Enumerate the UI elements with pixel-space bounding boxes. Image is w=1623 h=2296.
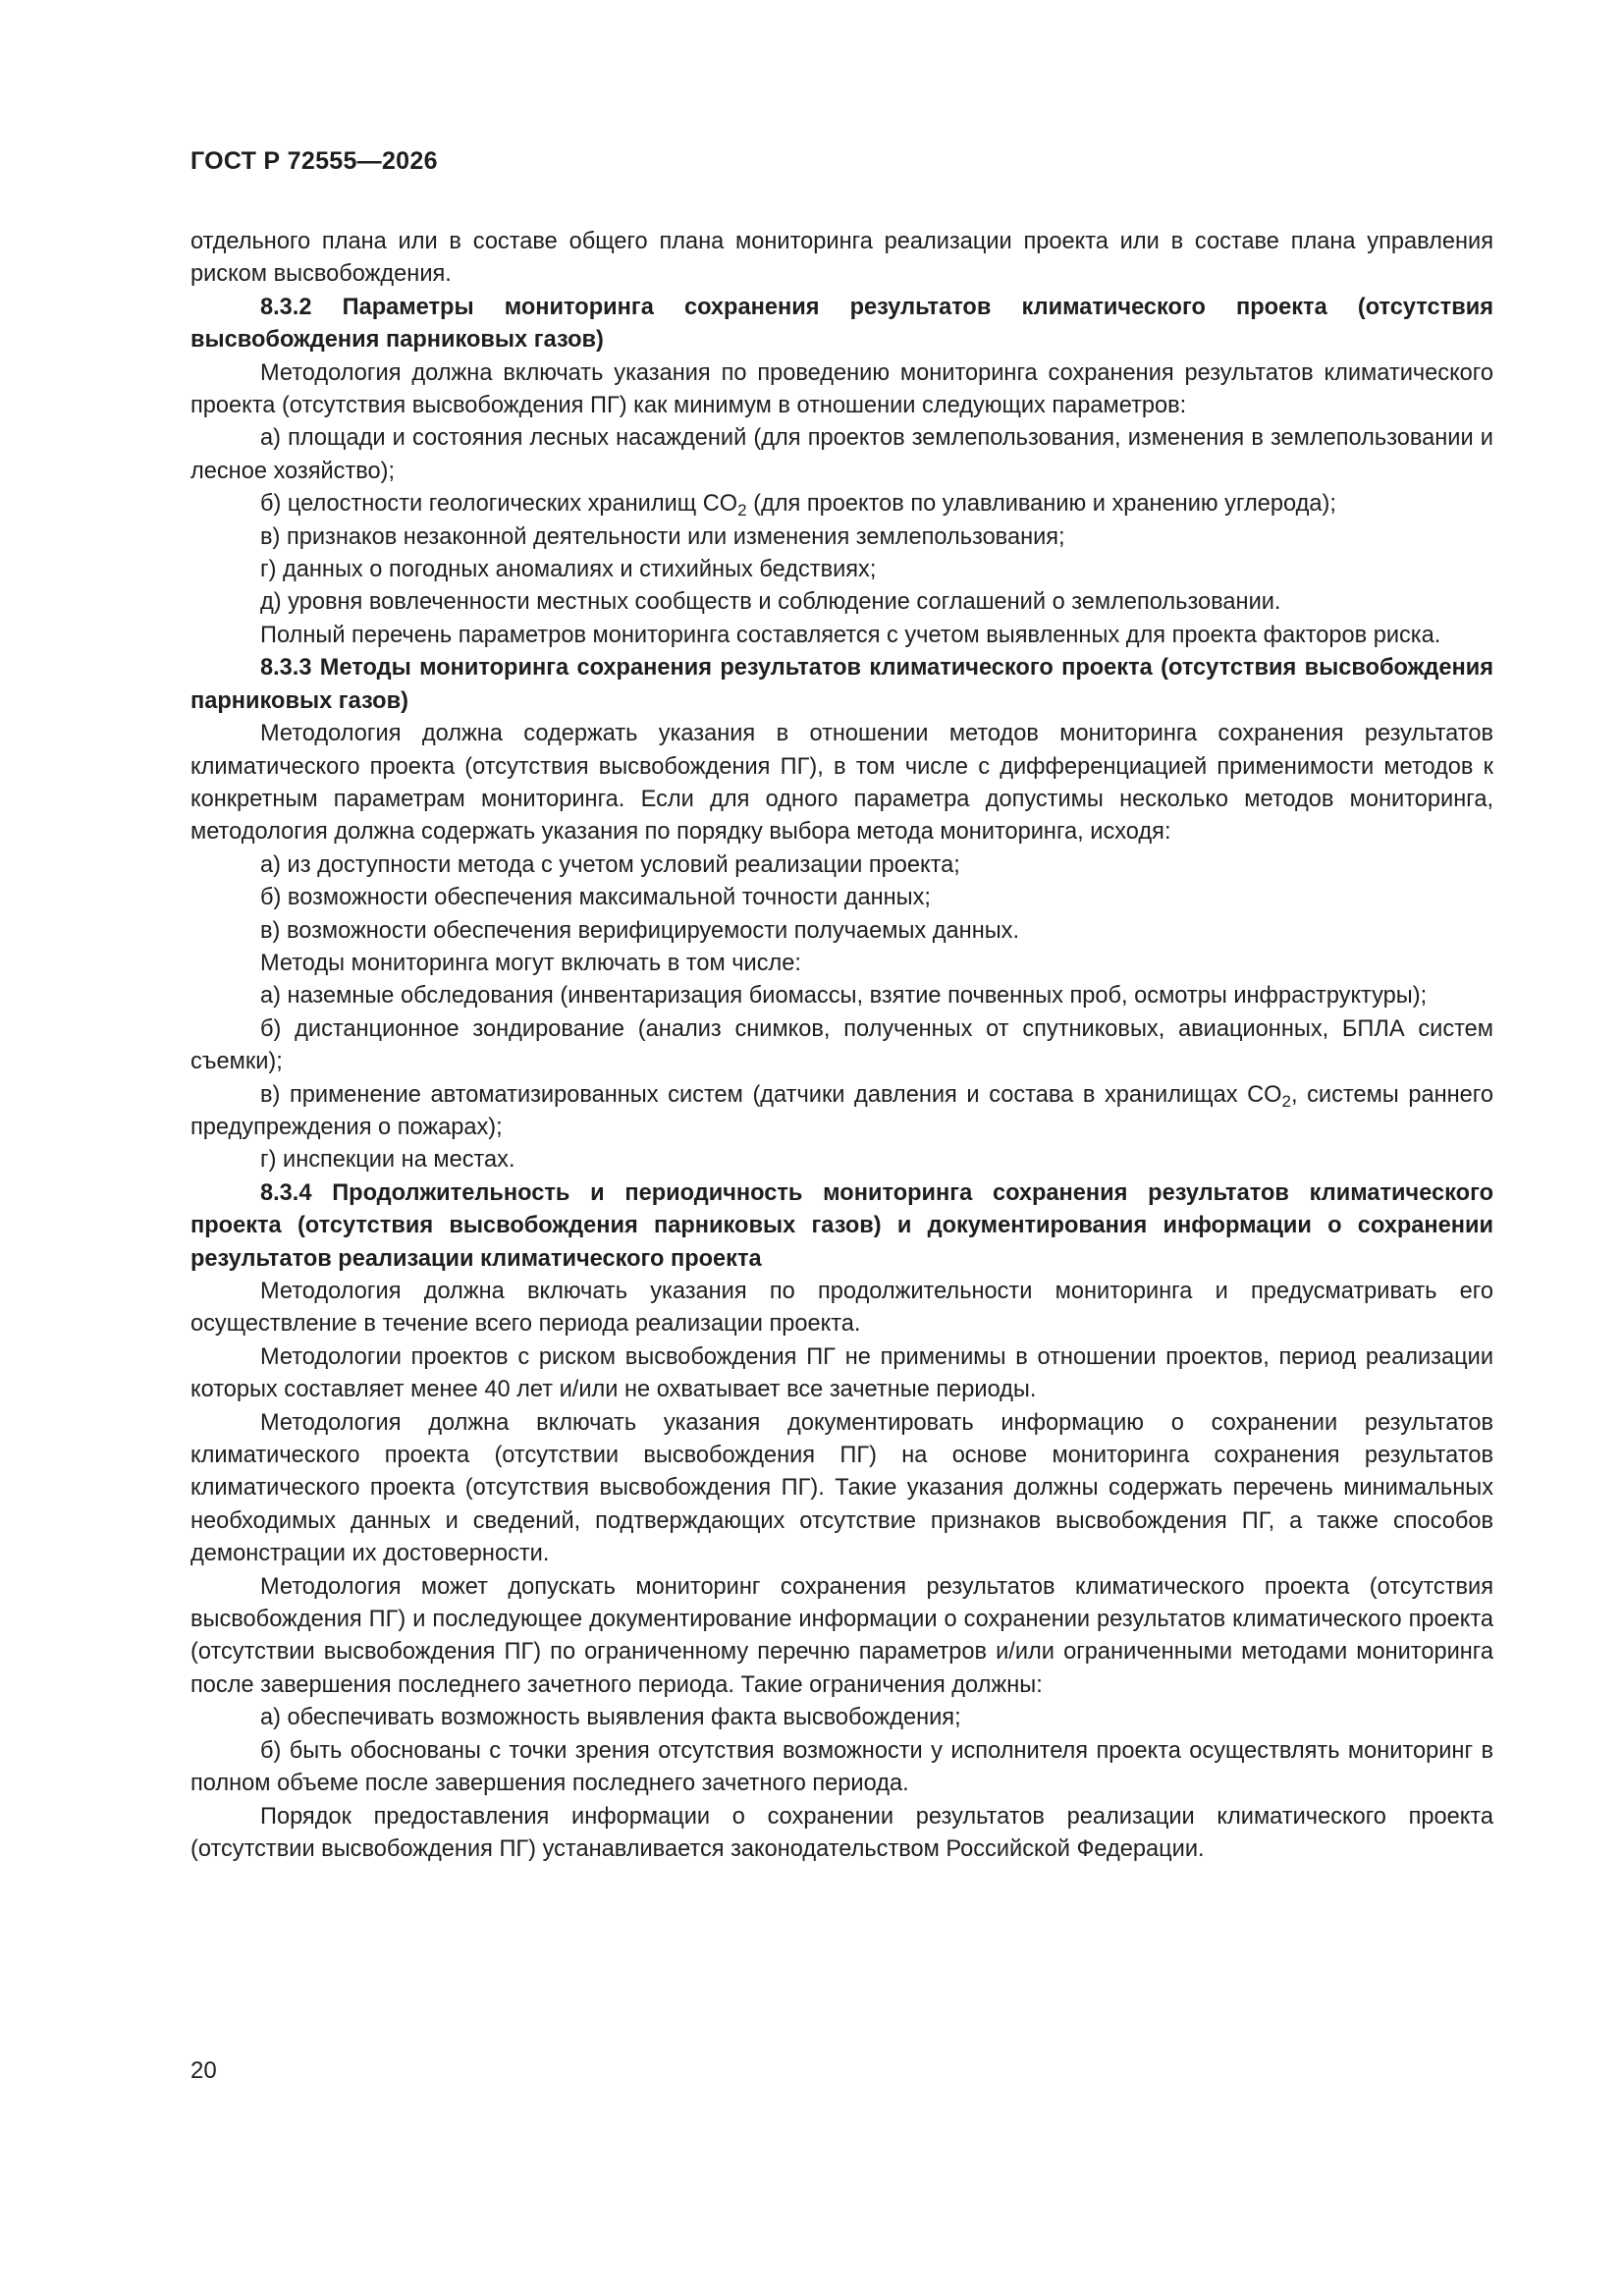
list-item: а) обеспечивать возможность выявления факта высвобождения; [260,1705,961,1731]
list-item: б) быть обоснованы с точки зрения отсутствия возможности у исполнителя проекта осуществлять мониторинг в полном объеме после завершения последнего зачетного периода. [190,1737,1493,1797]
paragraph: Методологии проектов с риском высвобождения ПГ не применимы в отношении проектов, период реализации которых составляет менее 40 лет и/или не охватывает все зачетные периоды. [190,1343,1493,1403]
list-item: в) признаков незаконной деятельности или изменения землепользования; [260,523,1065,550]
paragraph: Методология должна содержать указания в отношении методов мониторинга сохранения результатов климатического проекта (отсутствия высвобождения ПГ), в том числе с дифференциацией применимости методов к конкретным параметрам мониторинга. Если для одного параметра допустимы несколько методов мониторинга, методология должна содержать указания по порядку выбора метода мониторинга, исходя: [190,721,1493,846]
paragraph: Методология может допускать мониторинг сохранения результатов климатического проекта (отсутствия высвобождения ПГ) и последующее документирование информации о сохранении результатов климатического проекта (отсутствии высвобождения ПГ) по ограниченному перечню параметров и/или ограниченными методами мониторинга после завершения последнего зачетного периода. Такие ограничения должны: [190,1573,1493,1698]
subscript: 2 [1281,1091,1291,1111]
subscript: 2 [737,501,747,519]
list-item [190,488,1493,520]
list-item: а) из доступности метода с учетом условий реализации проекта; [260,851,960,878]
list-item: а) площади и состояния лесных насаждений (для проектов землепользования, изменения в землепользовании и лесное хозяйство); [190,425,1493,484]
list-item: б) возможности обеспечения максимальной точности данных; [260,885,931,911]
list-item: в) возможности обеспечения верифицируемости получаемых данных. [260,917,1020,944]
list-item: а) наземные обследования (инвентаризация биомассы, взятие почвенных проб, осмотры инфраструктуры); [260,983,1428,1010]
text-run: (для проектов по улавливанию и хранению углерода); [746,491,1336,518]
paragraph: Методы мониторинга могут включать в том числе: [260,950,801,976]
list-item: б) дистанционное зондирование (анализ снимков, полученных от спутниковых, авиационных, БПЛА систем съемки); [190,1015,1493,1075]
paragraph: Полный перечень параметров мониторинга составляется с учетом выявленных для проекта факторов риска. [260,622,1441,648]
paragraph: Методология должна включать указания по продолжительности мониторинга и предусматривать его осуществление в течение всего периода реализации проекта. [190,1279,1493,1338]
section-heading-8-3-2: 8.3.2 Параметры мониторинга сохранения результатов климатического проекта (отсутствия высвобождения парниковых газов) [190,294,1493,354]
paragraph-continuation: отдельного плана или в составе общего плана мониторинга реализации проекта или в составе плана управления риском высвобождения. [190,229,1493,288]
paragraph: Методология должна включать указания документировать информацию о сохранении результатов климатического проекта (отсутствии высвобождения ПГ) на основе мониторинга сохранения результатов климатического проекта (отсутствия высвобождения ПГ). Такие указания должны содержать перечень минимальных необходимых данных и сведений, подтверждающих отсутствие признаков высвобождения ПГ, а также способов демонстрации их достоверности. [190,1409,1493,1567]
paragraph: Порядок предоставления информации о сохранении результатов реализации климатического проекта (отсутствии высвобождения ПГ) устанавливается законодательством Российской Федерации. [190,1803,1493,1862]
document-body [190,226,1493,1866]
list-item [190,1079,1493,1145]
text-run: б) целостности геологических хранилищ CO [260,491,738,518]
section-heading-8-3-4: 8.3.4 Продолжительность и периодичность мониторинга сохранения результатов климатического проекта (отсутствия высвобождения парниковых газов) и документирования информации о сохранении результатов реализации климатического проекта [190,1179,1493,1272]
section-heading-8-3-3: 8.3.3 Методы мониторинга сохранения результатов климатического проекта (отсутствия высвобождения парниковых газов) [190,655,1493,714]
list-item: д) уровня вовлеченности местных сообществ и соблюдение соглашений о землепользовании. [260,589,1281,616]
list-item: г) данных о погодных аномалиях и стихийных бедствиях; [260,557,877,583]
page-number: 20 [190,2057,217,2084]
list-item: г) инспекции на местах. [260,1147,515,1174]
paragraph: Методология должна включать указания по проведению мониторинга сохранения результатов климатического проекта (отсутствия высвобождения ПГ) как минимум в отношении следующих параметров: [190,359,1493,419]
text-run: , системы раннего предупреждения о пожарах); [190,1081,1493,1140]
document-header: ГОСТ Р 72555—2026 [190,147,438,175]
text-run: в) применение автоматизированных систем (датчики давления и состава в хранилищах CO [260,1081,1282,1108]
